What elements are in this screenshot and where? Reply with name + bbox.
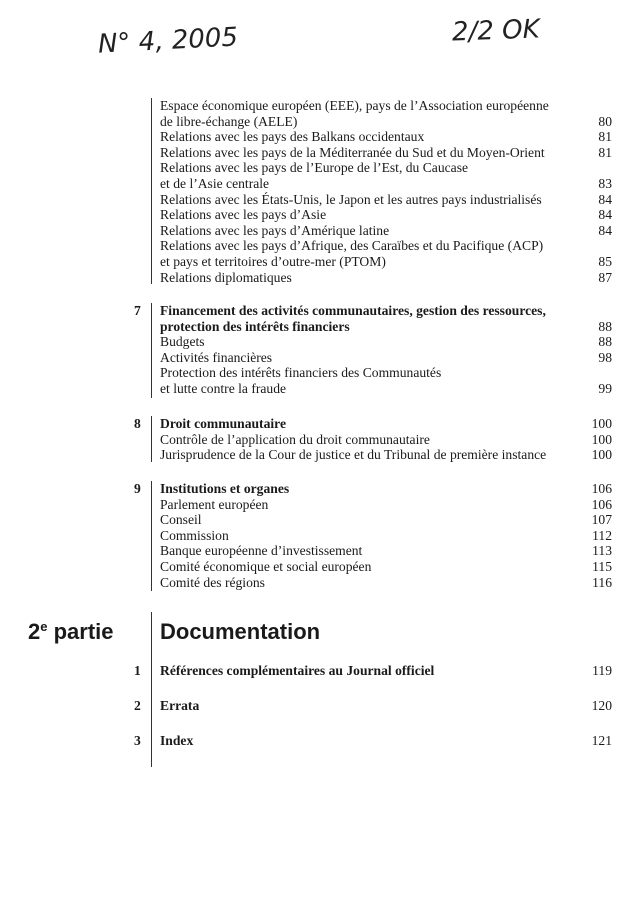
toc-entry: Relations diplomatiques 87 (160, 269, 612, 285)
toc-entry: Activités financières 98 (160, 349, 612, 365)
toc-entry: Protection des intérêts financiers des Communautés (160, 365, 442, 381)
handwritten-check-note: 2/2 OK (451, 14, 541, 48)
toc-entry: Relations avec les pays d’Amérique latine 84 (160, 222, 612, 238)
chapter-number: 1 (134, 663, 141, 678)
toc-entry: Comité économique et social européen 115 (160, 558, 612, 574)
toc-entry: Banque européenne d’investissement 113 (160, 543, 612, 559)
toc-entry: Relations avec les pays d’Afrique, des Caraïbes et du Pacifique (ACP) (160, 238, 544, 254)
toc-entry: Relations avec les États-Unis, le Japon et les autres pays industrialisés 84 (160, 191, 612, 207)
toc-entry: Conseil 107 (160, 512, 612, 528)
toc-chapter-6-continued (0, 98, 639, 285)
toc-chapter-7 (0, 303, 639, 397)
toc-entry: Parlement européen 106 (160, 496, 612, 512)
toc-entry: et lutte contre la fraude 99 (160, 380, 612, 396)
toc-entry: Jurisprudence de la Cour de justice et du Tribunal de première instance 100 (160, 447, 612, 463)
toc-entry: Comité des régions 116 (160, 574, 612, 590)
toc-entry: Relations avec les pays de la Méditerranée du Sud et du Moyen-Orient 81 (160, 144, 612, 160)
toc-chapter-9 (0, 481, 639, 590)
part-title: Documentation (160, 619, 321, 644)
chapter-number: 9 (134, 481, 141, 496)
chapter-number: 7 (134, 303, 141, 318)
chapter-number: 8 (134, 416, 141, 431)
toc-entry: Budgets 88 (160, 334, 612, 350)
toc-part-2-entry-2 (0, 698, 639, 714)
chapter-heading: 1 Références complémentaires au Journal officiel 119 (134, 663, 612, 678)
toc-entry: Relations avec les pays de l’Europe de l’Est, du Caucase (160, 160, 469, 176)
chapter-heading: 2 Errata 120 (134, 698, 612, 713)
toc-entry: Commission 112 (160, 527, 612, 543)
toc-entry: et pays et territoires d’outre-mer (PTOM) 85 (160, 253, 612, 269)
handwritten-issue-note: N° 4, 2005 (97, 22, 239, 60)
chapter-heading: 3 Index 121 (134, 733, 612, 748)
chapter-heading: 9 Institutions et organes 106 (134, 481, 612, 496)
toc-entry: Espace économique européen (EEE), pays de l’Association européenne (160, 98, 549, 113)
toc-entry: et de l’Asie centrale 83 (160, 175, 612, 191)
part-label: 2e partie (28, 619, 114, 644)
toc-entry: Relations avec les pays des Balkans occidentaux 81 (160, 129, 612, 145)
toc-chapter-8 (0, 416, 639, 463)
chapter-number: 2 (134, 698, 141, 713)
toc-entry: de libre-échange (AELE) 80 (160, 113, 612, 129)
toc-part-2-entry-3 (0, 733, 639, 749)
chapter-heading: protection des intérêts financiers 88 (160, 318, 612, 334)
chapter-number: 3 (134, 733, 141, 748)
toc-entry: Contrôle de l’application du droit communautaire 100 (160, 431, 612, 447)
chapter-heading: 8 Droit communautaire 100 (134, 416, 612, 431)
toc-part-2-entry-1 (0, 663, 639, 679)
toc-entry: Relations avec les pays d’Asie 84 (160, 207, 612, 223)
chapter-heading: 7 Financement des activités communautaires, gestion des ressources, (134, 303, 546, 318)
